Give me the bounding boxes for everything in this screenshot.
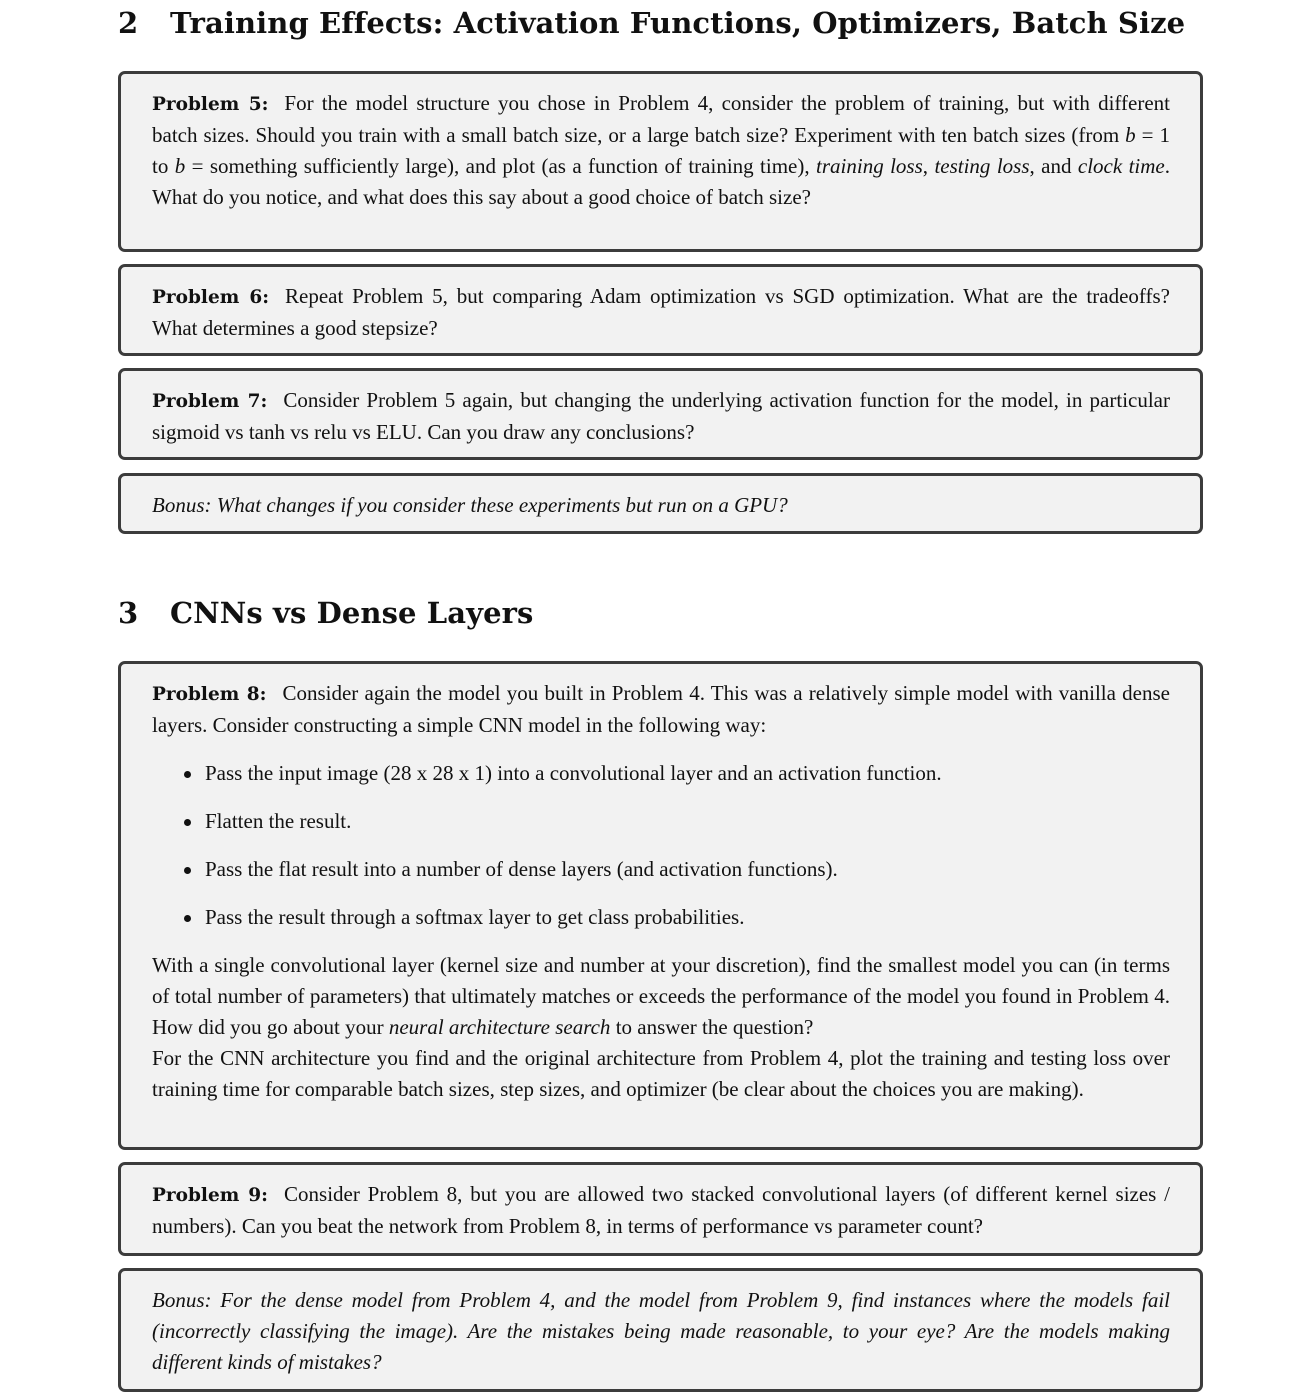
list-item-text: Pass the flat result into a number of dense layers (and activation functions). xyxy=(205,857,838,881)
list-item-text: Pass the result through a softmax layer to get class probabilities. xyxy=(205,905,745,929)
problem-9-box xyxy=(118,1162,1203,1256)
bullet-icon xyxy=(184,819,191,826)
bullet-icon xyxy=(184,771,191,778)
problem-5-text xyxy=(152,88,1170,213)
problem-5-box xyxy=(118,71,1203,252)
problem-8-paragraph-2: For the CNN architecture you find and the original architecture from Problem 4, plot the training and testing loss over training time for comparable batch sizes, step sizes, and optimizer (be clear about the choices you are making). xyxy=(152,1046,1170,1101)
emphasis-clock-time: clock time xyxy=(1077,154,1165,178)
problem-8-intro xyxy=(152,678,1170,741)
text-span: to answer the question? xyxy=(610,1015,814,1039)
problem-7-box xyxy=(118,368,1203,460)
math-var-b: b xyxy=(174,154,186,178)
problem-9-text xyxy=(152,1179,1170,1242)
list-item xyxy=(152,902,1170,933)
emphasis-nas: neural architecture search xyxy=(388,1015,611,1039)
emphasis-training-loss: training loss xyxy=(816,154,923,178)
problem-label: Problem 8: xyxy=(152,684,267,705)
problem-label: Problem 7: xyxy=(152,391,268,412)
emphasis-testing-loss: testing loss xyxy=(934,154,1030,178)
math-var-b: b xyxy=(1125,123,1136,147)
section-2-heading xyxy=(118,3,1185,43)
text-span: = 1 to xyxy=(152,123,1170,178)
text-span: , and xyxy=(1029,154,1078,178)
text-span: With a single convolutional layer (kernel size and number at your discretion), find the smallest model you can (in terms of total number of parameters) that ultimately matches or exceeds the performance of the model you found in Problem 4. How did you go about your xyxy=(152,953,1170,1039)
bonus-text: Bonus: What changes if you consider these experiments but run on a GPU? xyxy=(152,493,788,517)
list-item-text: Flatten the result. xyxy=(205,809,352,833)
bullet-icon xyxy=(184,867,191,874)
problem-8-paragraph-1 xyxy=(152,950,1170,1043)
problem-6-text xyxy=(152,281,1170,344)
text-span: Consider Problem 5 again, but changing the underlying activation function for the model, in particular sigmoid vs tanh vs relu vs ELU. Can you draw any conclusions? xyxy=(152,388,1171,444)
section-3-heading xyxy=(118,593,533,633)
problem-label: Problem 6: xyxy=(152,287,270,308)
section-number: 2 xyxy=(118,6,139,40)
problem-6-box xyxy=(118,264,1203,356)
text-span: Consider again the model you built in Problem 4. This was a relatively simple model with vanilla dense layers. Consider constructing a simple CNN model in the following way: xyxy=(152,681,1170,737)
text-span: . What do you notice, and what does this say about a good choice of batch size? xyxy=(152,154,1170,209)
bonus-text: Bonus: For the dense model from Problem 4, and the model from Problem 9, find instances where the models fail (incorrectly classifying the image). Are the mistakes being made reasonable, to your eye? Are the models making different kinds of mistakes? xyxy=(152,1288,1170,1374)
text-span: = something sufficiently large), and plot (as a function of training time), xyxy=(185,154,817,178)
text-span: For the model structure you chose in Problem 4, consider the problem of training, but with different batch sizes. Should you train with a small batch size, or a large batch size? Experiment with ten batch sizes (from xyxy=(152,91,1170,147)
bonus-box-section-3 xyxy=(118,1268,1203,1392)
list-item xyxy=(152,806,1170,837)
text-span: Repeat Problem 5, but comparing Adam optimization vs SGD optimization. What are the tradeoffs? What determines a good stepsize? xyxy=(152,284,1170,340)
list-item-text: Pass the input image (28 x 28 x 1) into a convolutional layer and an activation function. xyxy=(205,761,942,785)
problem-label: Problem 9: xyxy=(152,1185,269,1206)
cnn-steps-list xyxy=(152,758,1170,933)
section-title: CNNs vs Dense Layers xyxy=(170,596,534,630)
section-number: 3 xyxy=(118,596,139,630)
problem-8-box xyxy=(118,661,1203,1150)
bullet-icon xyxy=(184,915,191,922)
section-title: Training Effects: Activation Functions, Optimizers, Batch Size xyxy=(170,6,1186,40)
text-span: , xyxy=(922,154,935,178)
text-span: Consider Problem 8, but you are allowed two stacked convolutional layers (of different kernel sizes / numbers). Can you beat the network from Problem 8, in terms of performance vs parameter count? xyxy=(152,1182,1170,1238)
list-item xyxy=(152,758,1170,789)
bonus-box-section-2 xyxy=(118,473,1203,534)
list-item xyxy=(152,854,1170,885)
problem-7-text xyxy=(152,385,1170,448)
problem-label: Problem 5: xyxy=(152,94,269,115)
